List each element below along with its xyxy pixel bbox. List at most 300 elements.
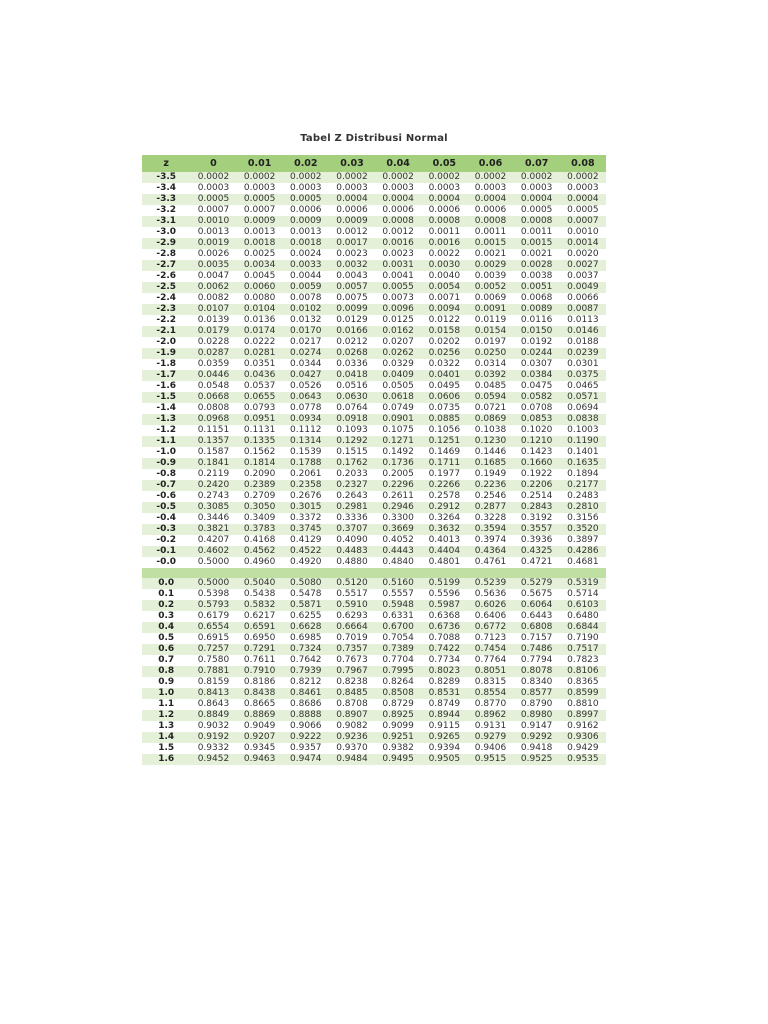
z-value-cell: 1.5 xyxy=(158,743,175,753)
z-value-cell: -3.0 xyxy=(156,227,177,237)
table-row-negative xyxy=(142,469,606,480)
probability-cell: 0.0808 xyxy=(197,403,230,413)
probability-cell: 0.1056 xyxy=(428,425,461,435)
z-value-cell: -3.4 xyxy=(156,183,177,193)
probability-cell: 0.0030 xyxy=(421,260,467,271)
probability-cell: 0.2912 xyxy=(421,502,467,513)
probability-cell: 0.9032 xyxy=(197,721,230,731)
probability-cell: 0.6217 xyxy=(243,611,276,621)
table-row-positive xyxy=(142,655,606,666)
probability-cell: 0.9279 xyxy=(467,732,513,743)
probability-cell: 0.0307 xyxy=(520,359,553,369)
probability-cell: 0.0505 xyxy=(382,381,414,391)
probability-cell: 0.8729 xyxy=(382,699,414,709)
table-row-negative xyxy=(142,249,606,260)
probability-cell: 0.9525 xyxy=(514,754,560,765)
probability-cell: 0.3974 xyxy=(474,535,507,545)
z-value-cell: 1.0 xyxy=(142,688,190,699)
probability-cell: 0.0082 xyxy=(197,293,230,303)
probability-cell: 0.7123 xyxy=(474,633,507,643)
probability-cell: 0.6664 xyxy=(329,622,375,633)
column-header: 0 xyxy=(190,155,236,172)
column-header: 0.07 xyxy=(514,155,560,172)
probability-cell: 0.0008 xyxy=(421,216,467,227)
probability-cell: 0.1401 xyxy=(567,447,599,457)
probability-cell: 0.0040 xyxy=(428,271,461,281)
probability-cell: 0.7389 xyxy=(375,644,421,655)
probability-cell: 0.4681 xyxy=(567,557,599,567)
z-value-cell: -1.9 xyxy=(142,348,190,359)
probability-cell: 0.0057 xyxy=(329,282,375,293)
table-row-negative xyxy=(142,458,606,469)
probability-cell: 0.1131 xyxy=(243,425,276,435)
probability-cell: 0.8106 xyxy=(560,666,606,677)
probability-cell: 0.0003 xyxy=(290,183,322,193)
z-value-cell: -2.7 xyxy=(142,260,190,271)
probability-cell: 0.0011 xyxy=(474,227,507,237)
probability-cell: 0.8051 xyxy=(467,666,513,677)
probability-cell: 0.3594 xyxy=(467,524,513,535)
probability-cell: 0.1251 xyxy=(421,436,467,447)
table-row-negative xyxy=(142,491,606,502)
table-row-negative xyxy=(142,535,606,546)
z-table xyxy=(142,155,606,765)
probability-cell: 0.1736 xyxy=(375,458,421,469)
probability-cell: 0.5675 xyxy=(520,589,553,599)
z-value-cell: -3.1 xyxy=(142,216,190,227)
probability-cell: 0.8078 xyxy=(514,666,560,677)
probability-cell: 0.1685 xyxy=(467,458,513,469)
probability-cell: 0.6736 xyxy=(421,622,467,633)
probability-cell: 0.0003 xyxy=(336,183,368,193)
probability-cell: 0.1515 xyxy=(336,447,368,457)
probability-cell: 0.9207 xyxy=(237,732,283,743)
table-body xyxy=(142,172,606,765)
probability-cell: 0.7357 xyxy=(329,644,375,655)
probability-cell: 0.8159 xyxy=(197,677,230,687)
table-row-positive xyxy=(142,710,606,721)
probability-cell: 0.5000 xyxy=(197,557,230,567)
probability-cell: 0.0885 xyxy=(421,414,467,425)
probability-cell: 0.6255 xyxy=(290,611,322,621)
table-row-negative xyxy=(142,348,606,359)
z-value-cell: 0.2 xyxy=(142,600,190,611)
probability-cell: 0.0630 xyxy=(329,392,375,403)
probability-cell: 0.6844 xyxy=(560,622,606,633)
table-row-negative xyxy=(142,293,606,304)
probability-cell: 0.9332 xyxy=(197,743,230,753)
probability-cell: 0.0694 xyxy=(567,403,599,413)
probability-cell: 0.0778 xyxy=(290,403,322,413)
probability-cell: 0.0465 xyxy=(567,381,599,391)
divider-cell xyxy=(237,568,283,578)
probability-cell: 0.0594 xyxy=(467,392,513,403)
probability-cell: 0.8485 xyxy=(329,688,375,699)
probability-cell: 0.9382 xyxy=(382,743,414,753)
probability-cell: 0.0002 xyxy=(283,172,329,183)
probability-cell: 0.0281 xyxy=(237,348,283,359)
z-value-cell: -2.0 xyxy=(156,337,177,347)
probability-cell: 0.0008 xyxy=(375,216,421,227)
probability-cell: 0.5080 xyxy=(283,578,329,589)
probability-cell: 0.1038 xyxy=(474,425,507,435)
probability-cell: 0.0006 xyxy=(428,205,461,215)
probability-cell: 0.0021 xyxy=(520,249,553,259)
probability-cell: 0.0069 xyxy=(474,293,507,303)
probability-cell: 0.8508 xyxy=(375,688,421,699)
z-value-cell: -0.2 xyxy=(156,535,177,545)
probability-cell: 0.7910 xyxy=(237,666,283,677)
probability-cell: 0.1151 xyxy=(197,425,230,435)
probability-cell: 0.0043 xyxy=(336,271,368,281)
probability-cell: 0.6103 xyxy=(560,600,606,611)
probability-cell: 0.0009 xyxy=(283,216,329,227)
probability-cell: 0.0038 xyxy=(520,271,553,281)
z-value-cell: 0.4 xyxy=(142,622,190,633)
z-value-cell: -3.3 xyxy=(142,194,190,205)
probability-cell: 0.8790 xyxy=(520,699,553,709)
probability-cell: 0.9236 xyxy=(329,732,375,743)
probability-cell: 0.0869 xyxy=(467,414,513,425)
probability-cell: 0.0005 xyxy=(190,194,236,205)
probability-cell: 0.2119 xyxy=(197,469,230,479)
probability-cell: 0.7517 xyxy=(560,644,606,655)
probability-cell: 0.7454 xyxy=(467,644,513,655)
probability-cell: 0.0102 xyxy=(283,304,329,315)
probability-cell: 0.0853 xyxy=(514,414,560,425)
probability-cell: 0.5239 xyxy=(467,578,513,589)
probability-cell: 0.3156 xyxy=(567,513,599,523)
table-row-negative xyxy=(142,381,606,392)
probability-cell: 0.0094 xyxy=(421,304,467,315)
probability-cell: 0.8665 xyxy=(243,699,276,709)
probability-cell: 0.8340 xyxy=(520,677,553,687)
probability-cell: 0.7019 xyxy=(336,633,368,643)
probability-cell: 0.0618 xyxy=(375,392,421,403)
probability-cell: 0.0016 xyxy=(375,238,421,249)
probability-cell: 0.0901 xyxy=(375,414,421,425)
probability-cell: 0.0268 xyxy=(329,348,375,359)
probability-cell: 0.0055 xyxy=(375,282,421,293)
z-value-cell: -2.8 xyxy=(156,249,177,259)
probability-cell: 0.0239 xyxy=(560,348,606,359)
probability-cell: 0.5160 xyxy=(375,578,421,589)
probability-cell: 0.0004 xyxy=(421,194,467,205)
probability-cell: 0.8849 xyxy=(190,710,236,721)
probability-cell: 0.0016 xyxy=(421,238,467,249)
probability-cell: 0.9115 xyxy=(428,721,461,731)
table-row-positive xyxy=(142,754,606,765)
probability-cell: 0.1075 xyxy=(382,425,414,435)
probability-cell: 0.0104 xyxy=(237,304,283,315)
z-value-cell: 1.4 xyxy=(142,732,190,743)
probability-cell: 0.2981 xyxy=(329,502,375,513)
probability-cell: 0.0217 xyxy=(290,337,322,347)
probability-cell: 0.0222 xyxy=(243,337,276,347)
z-value-cell: -0.9 xyxy=(142,458,190,469)
probability-cell: 0.0044 xyxy=(290,271,322,281)
probability-cell: 0.8461 xyxy=(283,688,329,699)
z-value-cell: -3.2 xyxy=(156,205,177,215)
divider-cell xyxy=(514,568,560,578)
table-row-negative xyxy=(142,216,606,227)
table-row-negative xyxy=(142,227,606,238)
probability-cell: 0.9394 xyxy=(428,743,461,753)
probability-cell: 0.9484 xyxy=(329,754,375,765)
probability-cell: 0.1271 xyxy=(375,436,421,447)
probability-cell: 0.0091 xyxy=(467,304,513,315)
probability-cell: 0.0045 xyxy=(243,271,276,281)
probability-cell: 0.0009 xyxy=(329,216,375,227)
probability-cell: 0.0017 xyxy=(329,238,375,249)
probability-cell: 0.0401 xyxy=(421,370,467,381)
z-value-cell: 1.6 xyxy=(142,754,190,765)
probability-cell: 0.0336 xyxy=(336,359,368,369)
probability-cell: 0.0027 xyxy=(560,260,606,271)
probability-cell: 0.3192 xyxy=(520,513,553,523)
probability-cell: 0.0089 xyxy=(514,304,560,315)
probability-cell: 0.8599 xyxy=(560,688,606,699)
table-row-negative xyxy=(142,524,606,535)
probability-cell: 0.8962 xyxy=(467,710,513,721)
table-row-negative xyxy=(142,392,606,403)
probability-cell: 0.1314 xyxy=(283,436,329,447)
probability-cell: 0.5517 xyxy=(336,589,368,599)
table-row-positive xyxy=(142,688,606,699)
probability-cell: 0.7642 xyxy=(290,655,322,665)
probability-cell: 0.0113 xyxy=(567,315,599,325)
probability-cell: 0.1230 xyxy=(467,436,513,447)
probability-cell: 0.7939 xyxy=(283,666,329,677)
table-row-negative xyxy=(142,425,606,436)
z-value-cell: -3.5 xyxy=(142,172,190,183)
divider-cell xyxy=(467,568,513,578)
probability-cell: 0.0516 xyxy=(336,381,368,391)
probability-cell: 0.5279 xyxy=(514,578,560,589)
probability-cell: 0.0031 xyxy=(375,260,421,271)
probability-cell: 0.0179 xyxy=(190,326,236,337)
probability-cell: 0.5120 xyxy=(329,578,375,589)
probability-cell: 0.9505 xyxy=(421,754,467,765)
probability-cell: 0.0032 xyxy=(329,260,375,271)
probability-cell: 0.0244 xyxy=(514,348,560,359)
probability-cell: 0.1357 xyxy=(190,436,236,447)
probability-cell: 0.0096 xyxy=(375,304,421,315)
divider-cell xyxy=(142,568,190,578)
probability-cell: 0.8686 xyxy=(290,699,322,709)
probability-cell: 0.1539 xyxy=(290,447,322,457)
z-value-cell: -1.8 xyxy=(156,359,177,369)
probability-cell: 0.0015 xyxy=(467,238,513,249)
probability-cell: 0.0062 xyxy=(190,282,236,293)
table-row-negative xyxy=(142,205,606,216)
probability-cell: 0.5438 xyxy=(243,589,276,599)
probability-cell: 0.2843 xyxy=(514,502,560,513)
probability-cell: 0.7823 xyxy=(567,655,599,665)
column-header: 0.05 xyxy=(421,155,467,172)
probability-cell: 0.2546 xyxy=(474,491,507,501)
column-header: 0.03 xyxy=(329,155,375,172)
probability-cell: 0.0197 xyxy=(474,337,507,347)
probability-cell: 0.0013 xyxy=(290,227,322,237)
probability-cell: 0.3409 xyxy=(243,513,276,523)
table-row-negative xyxy=(142,414,606,425)
probability-cell: 0.8554 xyxy=(467,688,513,699)
z-value-cell: 0.7 xyxy=(158,655,175,665)
probability-cell: 0.0192 xyxy=(520,337,553,347)
probability-cell: 0.7764 xyxy=(474,655,507,665)
z-value-cell: 0.0 xyxy=(142,578,190,589)
probability-cell: 0.8577 xyxy=(514,688,560,699)
probability-cell: 0.0495 xyxy=(428,381,461,391)
probability-cell: 0.0075 xyxy=(336,293,368,303)
z-value-cell: 1.3 xyxy=(158,721,175,731)
probability-cell: 0.0314 xyxy=(474,359,507,369)
probability-cell: 0.8315 xyxy=(474,677,507,687)
probability-cell: 0.9147 xyxy=(520,721,553,731)
probability-cell: 0.0010 xyxy=(567,227,599,237)
table-row-negative xyxy=(142,183,606,194)
probability-cell: 0.7257 xyxy=(190,644,236,655)
probability-cell: 0.6700 xyxy=(375,622,421,633)
probability-cell: 0.8925 xyxy=(375,710,421,721)
z-value-cell: -0.6 xyxy=(156,491,177,501)
probability-cell: 0.8869 xyxy=(237,710,283,721)
z-value-cell: 0.6 xyxy=(142,644,190,655)
probability-cell: 0.2177 xyxy=(560,480,606,491)
probability-cell: 0.0008 xyxy=(467,216,513,227)
probability-cell: 0.1894 xyxy=(567,469,599,479)
probability-cell: 0.2676 xyxy=(290,491,322,501)
probability-cell: 0.1587 xyxy=(197,447,230,457)
probability-cell: 0.0643 xyxy=(283,392,329,403)
probability-cell: 0.8810 xyxy=(567,699,599,709)
divider-cell xyxy=(329,568,375,578)
probability-cell: 0.0359 xyxy=(197,359,230,369)
probability-cell: 0.1635 xyxy=(560,458,606,469)
probability-cell: 0.0764 xyxy=(336,403,368,413)
probability-cell: 0.9370 xyxy=(336,743,368,753)
probability-cell: 0.0129 xyxy=(336,315,368,325)
probability-cell: 0.4404 xyxy=(421,546,467,557)
probability-cell: 0.7881 xyxy=(190,666,236,677)
probability-cell: 0.0099 xyxy=(329,304,375,315)
column-header: 0.01 xyxy=(237,155,283,172)
probability-cell: 0.0351 xyxy=(243,359,276,369)
probability-cell: 0.4602 xyxy=(190,546,236,557)
probability-cell: 0.4920 xyxy=(290,557,322,567)
probability-cell: 0.3015 xyxy=(283,502,329,513)
table-row-positive xyxy=(142,743,606,754)
table-row-negative xyxy=(142,403,606,414)
probability-cell: 0.4522 xyxy=(283,546,329,557)
z-value-cell: -0.8 xyxy=(156,469,177,479)
probability-cell: 0.0384 xyxy=(514,370,560,381)
probability-cell: 0.0047 xyxy=(197,271,230,281)
column-header-z: z xyxy=(142,155,190,172)
probability-cell: 0.0028 xyxy=(514,260,560,271)
probability-cell: 0.0668 xyxy=(190,392,236,403)
probability-cell: 0.0054 xyxy=(421,282,467,293)
probability-cell: 0.0002 xyxy=(467,172,513,183)
probability-cell: 0.9452 xyxy=(190,754,236,765)
probability-cell: 0.5832 xyxy=(237,600,283,611)
probability-cell: 0.0548 xyxy=(197,381,230,391)
table-row-negative xyxy=(142,238,606,249)
table-row-negative xyxy=(142,557,606,568)
probability-cell: 0.1977 xyxy=(428,469,461,479)
probability-cell: 0.1190 xyxy=(560,436,606,447)
probability-cell: 0.4960 xyxy=(243,557,276,567)
z-value-cell: 0.1 xyxy=(158,589,175,599)
probability-cell: 0.0202 xyxy=(428,337,461,347)
probability-cell: 0.9049 xyxy=(243,721,276,731)
probability-cell: 0.5714 xyxy=(567,589,599,599)
probability-cell: 0.8238 xyxy=(336,677,368,687)
probability-cell: 0.9306 xyxy=(560,732,606,743)
probability-cell: 0.0136 xyxy=(243,315,276,325)
probability-cell: 0.8980 xyxy=(514,710,560,721)
probability-cell: 0.7422 xyxy=(421,644,467,655)
probability-cell: 0.6331 xyxy=(382,611,414,621)
table-row-negative xyxy=(142,370,606,381)
table-row-negative xyxy=(142,436,606,447)
table-row-positive xyxy=(142,677,606,688)
divider-cell xyxy=(190,568,236,578)
probability-cell: 0.5910 xyxy=(329,600,375,611)
probability-cell: 0.0207 xyxy=(382,337,414,347)
probability-cell: 0.0375 xyxy=(560,370,606,381)
probability-cell: 0.9265 xyxy=(421,732,467,743)
probability-cell: 0.1922 xyxy=(520,469,553,479)
probability-cell: 0.0158 xyxy=(421,326,467,337)
probability-cell: 0.0087 xyxy=(560,304,606,315)
probability-cell: 0.0655 xyxy=(237,392,283,403)
probability-cell: 0.1814 xyxy=(237,458,283,469)
probability-cell: 0.6026 xyxy=(467,600,513,611)
column-header: 0.02 xyxy=(283,155,329,172)
probability-cell: 0.2389 xyxy=(237,480,283,491)
table-row-negative xyxy=(142,513,606,524)
probability-cell: 0.0005 xyxy=(567,205,599,215)
column-header: 0.06 xyxy=(467,155,513,172)
probability-cell: 0.0049 xyxy=(560,282,606,293)
probability-cell: 0.3264 xyxy=(428,513,461,523)
probability-cell: 0.0150 xyxy=(514,326,560,337)
probability-cell: 0.8944 xyxy=(421,710,467,721)
probability-cell: 0.1492 xyxy=(382,447,414,457)
probability-cell: 0.0006 xyxy=(474,205,507,215)
probability-cell: 0.6591 xyxy=(237,622,283,633)
probability-cell: 0.1446 xyxy=(474,447,507,457)
probability-cell: 0.1660 xyxy=(514,458,560,469)
probability-cell: 0.1112 xyxy=(290,425,322,435)
table-row-negative xyxy=(142,480,606,491)
z-value-cell: -2.4 xyxy=(156,293,177,303)
probability-cell: 0.3085 xyxy=(190,502,236,513)
probability-cell: 0.0951 xyxy=(237,414,283,425)
probability-cell: 0.4801 xyxy=(428,557,461,567)
column-header: 0.08 xyxy=(560,155,606,172)
probability-cell: 0.0119 xyxy=(474,315,507,325)
probability-cell: 0.0019 xyxy=(190,238,236,249)
probability-cell: 0.0146 xyxy=(560,326,606,337)
probability-cell: 0.8413 xyxy=(190,688,236,699)
probability-cell: 0.7611 xyxy=(243,655,276,665)
probability-cell: 0.6985 xyxy=(290,633,322,643)
probability-cell: 0.7324 xyxy=(283,644,329,655)
probability-cell: 0.5636 xyxy=(474,589,507,599)
